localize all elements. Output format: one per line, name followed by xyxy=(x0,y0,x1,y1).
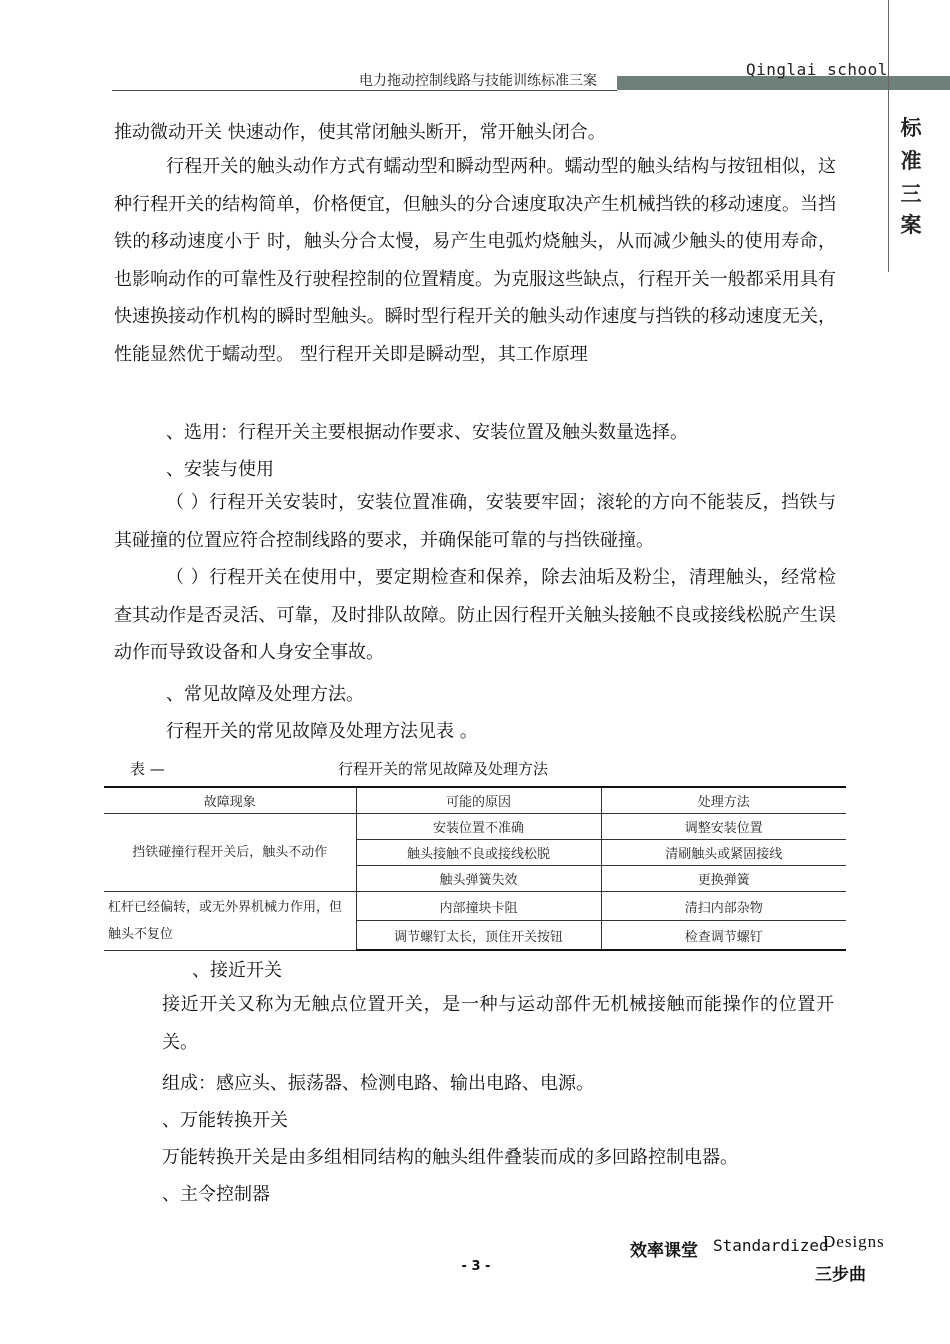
table-remedy-cell: 检查调节螺钉 xyxy=(601,921,846,951)
paragraph-universal-switch: 万能转换开关是由多组相同结构的触头组件叠装而成的多回路控制电器。 xyxy=(162,1147,738,1168)
table-remedy-cell: 清刷触头或紧固接线 xyxy=(601,840,846,866)
table-cause-cell: 调节螺钉太长，顶住开关按钮 xyxy=(356,921,601,951)
paragraph-installation-1: （ ）行程开关安装时，安装位置准确，安装要牢固；滚轮的方向不能装反，挡铁与其碰撞的位置应符合控制线路的要求，并确保能可靠的与挡铁碰撞。 xyxy=(114,492,836,551)
footer-slogan-cn-2: 三步曲 xyxy=(815,1265,866,1285)
table-header-row xyxy=(104,787,846,814)
paragraph-composition: 组成：感应头、振荡器、检测电路、输出电路、电源。 xyxy=(162,1073,594,1094)
table-header-cell: 处理方法 xyxy=(601,787,846,814)
section-selection: 、选用：行程开关主要根据动作要求、安装位置及触头数量选择。 xyxy=(166,422,688,443)
table-symptom-cell: 杠杆已经偏转，或无外界机械力作用，但触头不复位 xyxy=(104,892,356,951)
table-cause-cell: 触头接触不良或接线松脱 xyxy=(356,840,601,866)
paragraph-contact-types: 行程开关的触头动作方式有蠕动型和瞬动型两种。蠕动型的触头结构与按钮相似，这种行程开关的结构简单，价格便宜，但触头的分合速度取决产生机械挡铁的移动速度。当挡铁的移动速度小于 时，触头分合太慢，易产生电弧灼烧触头，从而减少触头的使用寿命，也影响动作的可靠性及行驶程控制的位置精度。为克服这些缺点，行程开关一般都采用具有快速换接动作机构的瞬时型触头。瞬时型行程开关的触头动作速度与挡铁的移动速度无关，性能显然优于蠕动型。 型行程开关即是瞬动型，其工作原理 xyxy=(114,156,836,365)
header-rule xyxy=(112,90,617,91)
table-symptom-cell: 挡铁碰撞行程开关后，触头不动作 xyxy=(104,814,356,892)
section-installation: 、安装与使用 xyxy=(166,459,274,480)
table-remedy-cell: 更换弹簧 xyxy=(601,866,846,892)
fault-table xyxy=(104,786,846,951)
side-label-char: 标 xyxy=(900,116,922,140)
table-cause-cell: 触头弹簧失效 xyxy=(356,866,601,892)
footer-slogan-en-1: Standardized xyxy=(713,1236,829,1255)
table-row xyxy=(104,814,846,840)
table-label: 表 — xyxy=(130,760,165,778)
header-title: 电力拖动控制线路与技能训练标准三案 xyxy=(359,73,597,89)
paragraph-installation-2: （ ）行程开关在使用中，要定期检查和保养，除去油垢及粉尘，清理触头，经常检查其动作是否灵活、可靠，及时排队故障。防止因行程开关触头接触不良或接线松脱产生误动作而导致设备和人身安全事故。 xyxy=(114,567,836,663)
section-faults: 、常见故障及处理方法。 xyxy=(166,684,364,705)
table-header-cell: 故障现象 xyxy=(104,787,356,814)
paragraph-switch-action: 推动微动开关 快速动作，使其常闭触头断开，常开触头闭合。 xyxy=(114,122,606,143)
side-label-char: 三 xyxy=(900,182,922,206)
paragraph-proximity-switch: 接近开关又称为无触点位置开关，是一种与运动部件无机械接触而能操作的位置开关。 xyxy=(162,994,834,1053)
paragraph-table-ref: 行程开关的常见故障及处理方法见表 。 xyxy=(166,721,478,742)
table-cause-cell: 安装位置不准确 xyxy=(356,814,601,840)
table-caption: 行程开关的常见故障及处理方法 xyxy=(338,760,549,778)
page-number: - 3 - xyxy=(461,1259,491,1274)
table-cause-cell: 内部撞块卡阻 xyxy=(356,892,601,921)
table-header-cell: 可能的原因 xyxy=(356,787,601,814)
footer-slogan-en-2: Designs xyxy=(823,1232,885,1251)
header-school-name: Qinglai school xyxy=(746,60,888,79)
side-label-char: 案 xyxy=(900,213,922,237)
section-master-controller: 、主令控制器 xyxy=(162,1184,270,1205)
footer-slogan-cn: 效率课堂 xyxy=(630,1241,698,1261)
side-label-char: 准 xyxy=(900,149,922,173)
side-vertical-rule xyxy=(888,0,889,272)
table-remedy-cell: 清扫内部杂物 xyxy=(601,892,846,921)
section-universal-switch: 、万能转换开关 xyxy=(162,1110,288,1131)
table-remedy-cell: 调整安装位置 xyxy=(601,814,846,840)
table-row xyxy=(104,892,846,921)
section-proximity-switch: 、接近开关 xyxy=(192,960,282,981)
